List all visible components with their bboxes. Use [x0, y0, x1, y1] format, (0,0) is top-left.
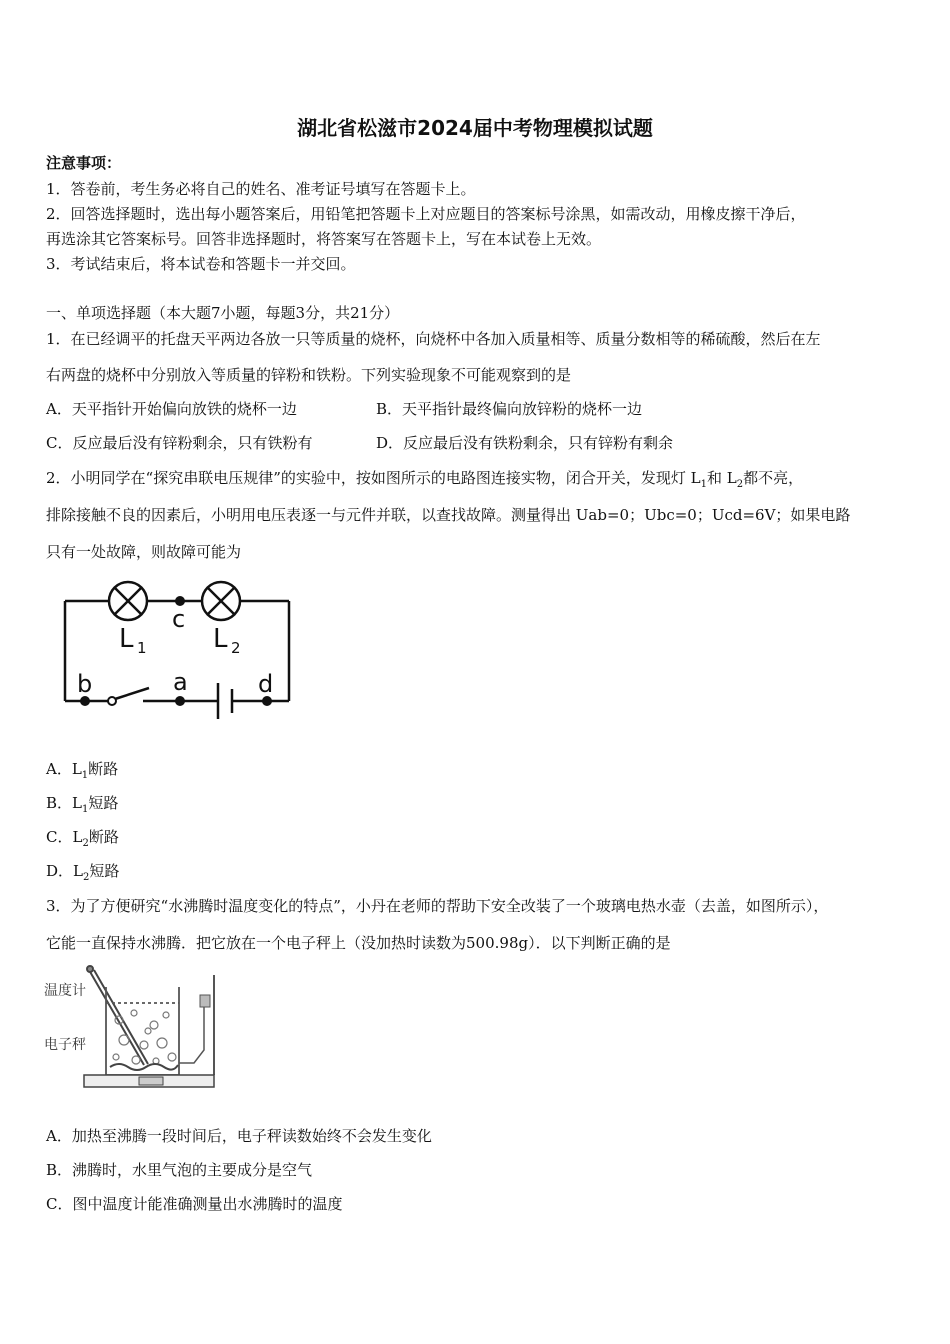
notice-item-1: 1．答卷前，考生务必将自己的姓名、准考证号填写在答题卡上。: [46, 180, 476, 198]
notice-item-3: 3．考试结束后，将本试卷和答题卡一并交回。: [46, 255, 356, 273]
q2-opt-a-post: 断路: [88, 760, 119, 778]
page-title: 湖北省松滋市2024届中考物理模拟试题: [297, 116, 653, 140]
electronic-scale: [84, 1075, 214, 1087]
q2-opt-a-sub: 1: [81, 770, 89, 781]
label-a: a: [173, 668, 188, 696]
q1-option-b: B．天平指针最终偏向放锌粉的烧杯一边: [376, 400, 643, 418]
q2-stem-line2: 排除接触不良的因素后，小明用电压表逐一与元件并联，以查找故障。测量得出 Uab=0；Ubc=0；Ucd=6V；如果电路: [46, 506, 851, 524]
q1-option-c: C．反应最后没有锌粉剩余，只有铁粉有: [46, 434, 313, 452]
q2-option-b: [46, 792, 118, 815]
q1-stem-line2: 右两盘的烧杯中分别放入等质量的锌粉和铁粉。下列实验现象不可能观察到的是: [46, 366, 572, 384]
label-scale: 电子秤: [44, 1037, 86, 1053]
node-a: [175, 696, 185, 706]
q2-opt-b-post: 短路: [88, 794, 119, 812]
q3-option-b: B．沸腾时，水里气泡的主要成分是空气: [46, 1161, 313, 1179]
q3-stem-line1: 3．为了方便研究“水沸腾时温度变化的特点”，小丹在老师的帮助下安全改装了一个玻璃电热水壶（去盖，如图所示），: [46, 897, 829, 915]
thermometer: [87, 966, 148, 1065]
q2-opt-c-pre: C．L: [46, 828, 83, 846]
q2-text-c: 都不亮，: [743, 469, 804, 487]
q3-option-c: C．图中温度计能准确测量出水沸腾时的温度: [46, 1195, 343, 1213]
q2-opt-b-pre: B．L: [46, 794, 82, 812]
kettle-figure: [44, 965, 224, 1090]
lamp-l1: [109, 582, 147, 620]
q2-sub-2: 2: [736, 479, 744, 490]
power-cable: [179, 1005, 204, 1063]
q2-opt-d-pre: D．L: [46, 862, 83, 880]
q2-sub-1: 1: [700, 479, 707, 490]
q2-opt-c-post: 断路: [88, 828, 119, 846]
battery: [218, 683, 232, 719]
q2-text-b: 和 L: [707, 469, 737, 487]
q2-option-a: [46, 758, 118, 781]
label-d: d: [258, 670, 274, 698]
label-l2: L: [213, 624, 228, 654]
circuit-diagram: [55, 575, 305, 725]
q2-opt-d-sub: 2: [83, 872, 90, 883]
q1-stem-line1: 1．在已经调平的托盘天平两边各放一只等质量的烧杯，向烧杯中各加入质量相等、质量分数相等的稀硫酸，然后在左: [46, 330, 821, 348]
q2-stem-line1: [46, 467, 803, 490]
q2-stem-line3: 只有一处故障，则故障可能为: [46, 543, 242, 561]
label-l1: L: [119, 624, 134, 654]
switch: [108, 688, 149, 705]
q3-stem-line2: 它能一直保持水沸腾．把它放在一个电子秤上（没加热时读数为500.98g）．以下判断正确的是: [46, 934, 671, 952]
section-heading: 一、单项选择题（本大题7小题，每题3分，共21分）: [46, 304, 400, 322]
label-thermometer: 温度计: [44, 983, 86, 999]
q1-option-a: A．天平指针开始偏向放铁的烧杯一边: [46, 400, 297, 418]
label-c: c: [172, 605, 186, 633]
q2-option-d: [46, 860, 119, 883]
notice-item-2: 2．回答选择题时，选出每小题答案后，用铅笔把答题卡上对应题目的答案标号涂黑，如需改动，用橡皮擦干净后，: [46, 205, 806, 223]
notice-heading: 注意事项：: [46, 154, 122, 172]
label-b: b: [77, 670, 93, 698]
q2-option-c: [46, 826, 119, 849]
q3-option-a: A．加热至沸腾一段时间后，电子秤读数始终不会发生变化: [46, 1127, 432, 1145]
q2-opt-d-post: 短路: [89, 862, 120, 880]
notice-item-2-cont: 再选涂其它答案标号。回答非选择题时，将答案写在答题卡上，写在本试卷上无效。: [46, 230, 602, 248]
q2-opt-c-sub: 2: [82, 838, 89, 849]
q2-text-a: 2．小明同学在“探究串联电压规律”的实验中，按如图所示的电路图连接实物，闭合开关，发现灯 L: [46, 469, 701, 487]
q1-option-d: D．反应最后没有铁粉剩余，只有锌粉有剩余: [376, 434, 674, 452]
lamp-l2: [202, 582, 240, 620]
q2-opt-b-sub: 1: [81, 804, 89, 815]
q2-opt-a-pre: A．L: [46, 760, 82, 778]
power-plug: [200, 995, 210, 1007]
label-l2-sub: 2: [231, 639, 241, 657]
label-l1-sub: 1: [137, 639, 147, 657]
